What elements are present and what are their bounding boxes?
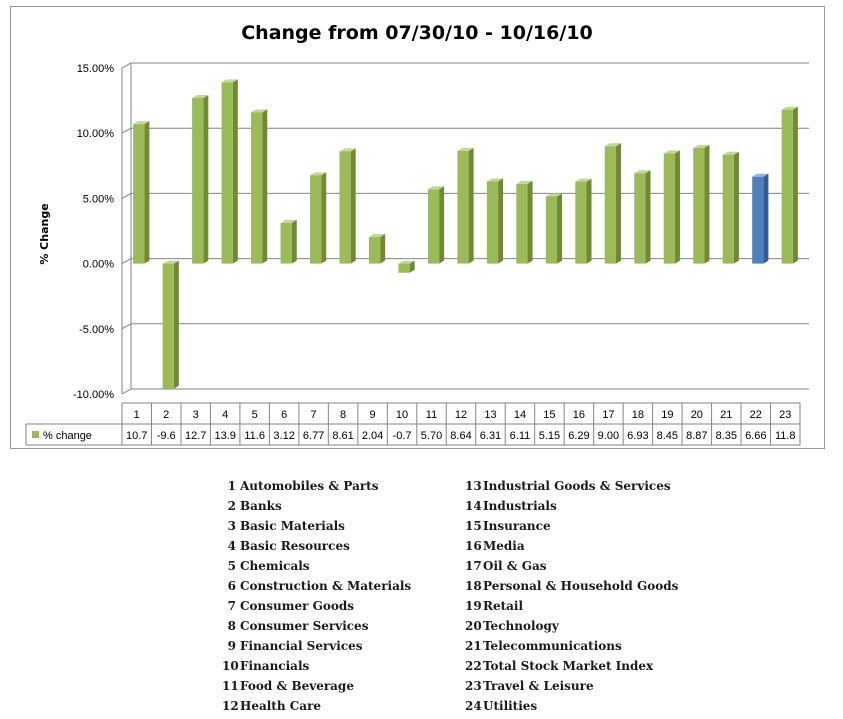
y-tick-label: 5.00% [82,193,114,206]
key-item-number: 23 [465,679,482,693]
data-label: 6.93 [627,430,649,442]
bar-side [734,152,739,264]
key-item [222,696,411,716]
key-item-label: Health Care [240,699,322,713]
data-label: 8.35 [715,430,738,442]
key-item-label: Retail [483,599,524,613]
bar-front [133,124,144,264]
key-item [222,616,411,636]
bar-side [144,121,149,264]
key-item [465,696,678,716]
y-tick-label: -5.00% [79,323,114,336]
gridline-depth [122,128,131,133]
x-tick-label: 10 [395,409,409,421]
gridline-depth [122,193,131,198]
bar-16 [575,179,591,264]
data-label: 9.00 [597,430,620,442]
series-legend-swatch [32,431,39,438]
bar-front [192,98,203,264]
x-tick-label: 2 [163,409,170,421]
key-item [222,576,411,596]
key-item [222,596,411,616]
data-label: 6.66 [745,430,767,442]
x-tick-label: 20 [690,409,703,421]
bar-front [516,184,527,264]
bar-side [321,172,326,263]
key-item-label: Chemicals [240,559,310,573]
bar-side [763,174,768,264]
bar-side [704,145,709,264]
bar-front [398,264,409,273]
bar-front [163,264,174,389]
key-item [222,636,411,656]
data-label: 8.87 [686,430,708,442]
key-item-number: 20 [465,619,482,633]
key-item [465,476,678,496]
bar-side [587,179,592,264]
x-tick-label: 9 [369,409,376,421]
bar-8 [339,148,355,263]
data-label: 5.15 [538,430,561,442]
key-item-label: Total Stock Market Index [483,659,654,673]
x-tick-label: 15 [543,409,556,421]
data-label: 13.9 [214,430,236,442]
bar-side [793,107,798,264]
key-item-label: Consumer Goods [240,599,354,613]
data-label: 5.70 [420,430,443,442]
x-tick-label: 16 [572,409,586,421]
bar-5 [251,109,267,263]
y-tick-label: 15.00% [76,63,114,75]
key-item-label: Travel & Leisure [483,679,594,693]
key-item [465,496,678,516]
key-item-label: Media [483,539,525,553]
key-item-number: 9 [227,639,236,653]
gridline-depth [122,63,131,68]
data-label: -0.7 [392,430,412,442]
gridline-depth [122,259,131,264]
key-item-label: Industrial Goods & Services [483,479,671,493]
bar-front [281,223,292,264]
bar-14 [516,181,532,264]
data-label: -9.6 [156,430,176,442]
key-item-number: 10 [222,659,239,673]
x-tick-label: 11 [425,409,438,421]
data-label: 8.61 [332,430,354,442]
bar-front [487,181,498,263]
x-tick-label: 12 [454,409,468,421]
key-item [465,536,678,556]
data-label: 3.12 [273,430,295,442]
key-item-number: 2 [227,499,236,513]
x-tick-label: 22 [749,409,762,421]
key-item [465,516,678,536]
key-item-label: Personal & Household Goods [483,579,679,593]
data-label: 11.8 [774,430,796,442]
key-item-label: Industrials [483,499,557,513]
x-tick-label: 4 [222,409,229,421]
bar-3 [192,95,208,264]
key-item [222,496,411,516]
key-item-number: 7 [227,599,236,613]
bar-22 [752,174,768,264]
data-label: 2.04 [361,430,384,442]
category-key-left [222,476,411,716]
bar-front [782,110,793,264]
bar-front [428,189,439,263]
bar-20 [693,145,709,264]
chart-title: Change from 07/30/10 - 10/16/10 [241,22,593,44]
series-legend-label: % change [43,430,92,442]
bar-18 [634,170,650,263]
bar-side [174,261,179,389]
key-item [465,636,678,656]
key-item [222,656,411,676]
bar-side [557,193,562,263]
bar-side [675,150,680,263]
bar-12 [457,148,473,264]
x-tick-label: 13 [484,409,497,421]
bar-front [693,148,704,264]
bar-front [723,155,734,264]
bar-side [351,148,356,263]
key-item-number: 19 [465,599,482,613]
y-tick-label: 10.00% [76,128,114,141]
x-tick-label: 3 [192,409,199,421]
bar-side [616,143,621,263]
bar-side [528,181,533,264]
bar-side [233,79,238,263]
key-item-number: 8 [227,619,236,633]
bar-6 [281,220,297,264]
key-item-label: Basic Materials [240,519,345,533]
data-label: 6.29 [568,430,590,442]
x-tick-label: 5 [251,409,258,421]
bar-19 [664,150,680,263]
key-item [222,556,411,576]
key-item-label: Technology [483,619,559,633]
key-item-label: Basic Resources [240,539,350,553]
bar-chart [10,6,825,449]
bar-23 [782,107,798,264]
data-label: 8.64 [450,430,472,442]
data-label: 10.7 [126,430,148,442]
y-axis-label: % Change [38,203,51,265]
x-tick-label: 1 [133,409,140,421]
bar-side [645,170,650,263]
key-item [465,576,678,596]
key-item-number: 22 [465,659,482,673]
x-tick-label: 21 [720,409,733,421]
key-item-label: Financial Services [240,639,363,653]
key-item-number: 24 [465,699,482,713]
key-item [222,476,411,496]
bar-front [310,175,321,263]
key-item [222,676,411,696]
bar-7 [310,172,326,263]
key-item-number: 1 [227,479,236,493]
bar-11 [428,186,444,263]
bar-21 [723,152,739,264]
bar-9 [369,234,385,264]
key-item-label: Utilities [483,699,538,713]
bar-10 [398,261,414,273]
x-tick-label: 8 [340,409,347,421]
key-item-number: 3 [227,519,236,533]
bar-4 [222,79,238,263]
key-item-number: 11 [222,679,239,693]
gridline-depth [122,324,131,329]
bar-front [546,196,557,263]
gridline-depth [122,389,131,394]
bar-front [339,151,350,263]
bar-side [203,95,208,264]
key-item-label: Consumer Services [240,619,369,633]
key-item [465,676,678,696]
bar-1 [133,121,149,264]
bar-side [262,109,267,263]
key-item-label: Banks [240,499,282,513]
data-label: 11.6 [244,430,265,442]
bar-front [605,146,616,263]
key-item-number: 13 [465,479,482,493]
key-item-number: 5 [227,559,236,573]
key-item [222,536,411,556]
bar-front [634,173,645,263]
bar-front [575,182,586,264]
key-item-label: Insurance [483,519,551,533]
bar-15 [546,193,562,263]
x-tick-label: 14 [513,409,527,421]
x-tick-label: 23 [779,409,792,421]
bar-17 [605,143,621,263]
key-item-label: Financials [240,659,310,673]
bar-front [457,151,468,264]
key-item-number: 21 [465,639,482,653]
x-tick-label: 6 [281,409,288,421]
key-item-label: Construction & Materials [240,579,412,593]
bar-side [380,234,385,264]
key-item [465,656,678,676]
data-label: 6.11 [509,430,531,442]
y-tick-label: -10.00% [73,389,114,401]
bar-side [469,148,474,264]
bar-front [222,82,233,263]
y-tick-label: 0.00% [82,258,114,271]
key-item-number: 18 [465,579,482,593]
bar-side [292,220,297,264]
x-tick-label: 7 [310,409,317,421]
data-label: 8.45 [656,430,679,442]
key-item-label: Oil & Gas [483,559,547,573]
key-item-number: 15 [465,519,482,533]
bar-side [498,178,503,263]
bar-2 [163,261,179,389]
data-label: 6.31 [479,430,502,442]
x-tick-label: 19 [661,409,674,421]
key-item [465,556,678,576]
bar-front [369,237,380,264]
key-item-label: Telecommunications [483,639,622,653]
bar-front [251,112,262,263]
key-item [222,516,411,536]
bar-front [752,177,763,264]
data-label: 6.77 [302,430,325,442]
key-item-label: Automobiles & Parts [240,479,379,493]
key-item-label: Food & Beverage [240,679,354,693]
key-item-number: 17 [465,559,482,573]
bar-13 [487,178,503,263]
bar-side [439,186,444,263]
key-item-number: 6 [227,579,236,593]
category-key-right [465,476,678,716]
data-label: 12.7 [184,430,207,442]
key-item-number: 14 [465,499,482,513]
key-item [465,596,678,616]
key-item [465,616,678,636]
key-item-number: 12 [222,699,239,713]
x-tick-label: 17 [602,409,615,421]
key-item-number: 16 [465,539,482,553]
key-item-number: 4 [227,539,236,553]
x-tick-label: 18 [631,409,644,421]
bar-front [664,153,675,263]
